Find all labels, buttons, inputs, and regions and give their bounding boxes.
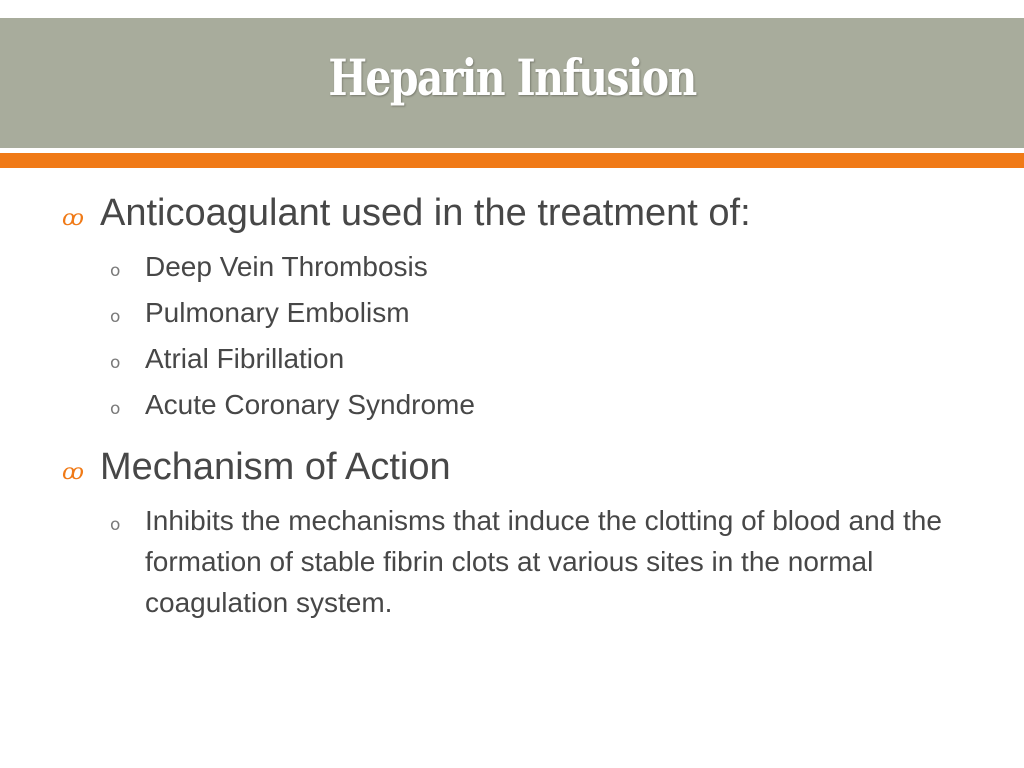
list-item-text: Inhibits the mechanisms that induce the clotting of blood and the formation of stable fibrin clots at various sites in the normal coagulation system.: [145, 505, 942, 618]
list-item: [110, 246, 962, 292]
list-item: [110, 384, 962, 430]
hollow-circle-icon: o: [110, 515, 121, 535]
list-item-text: Acute Coronary Syndrome: [145, 389, 475, 420]
hollow-circle-icon: o: [110, 399, 121, 419]
hollow-circle-icon: o: [110, 307, 121, 327]
mechanism-list: [62, 500, 962, 623]
heading-text: Anticoagulant used in the treatment of:: [100, 192, 751, 234]
list-item-text: Deep Vein Thrombosis: [145, 251, 428, 282]
treatment-list: [62, 246, 962, 430]
slide-content: [62, 190, 962, 637]
list-item: [110, 500, 962, 623]
hollow-circle-icon: o: [110, 261, 121, 281]
list-item: [110, 338, 962, 384]
list-item-text: Pulmonary Embolism: [145, 297, 410, 328]
bullet-heading-treatment: [62, 190, 962, 242]
scroll-flourish-icon: ꝏ: [62, 460, 84, 485]
list-item-text: Atrial Fibrillation: [145, 343, 345, 374]
accent-bar: [0, 153, 1024, 168]
slide-title: Heparin Infusion: [328, 48, 696, 107]
hollow-circle-icon: o: [110, 353, 121, 373]
heading-text: Mechanism of Action: [100, 446, 451, 488]
scroll-flourish-icon: ꝏ: [62, 206, 84, 231]
bullet-heading-mechanism: [62, 444, 962, 496]
list-item: [110, 292, 962, 338]
